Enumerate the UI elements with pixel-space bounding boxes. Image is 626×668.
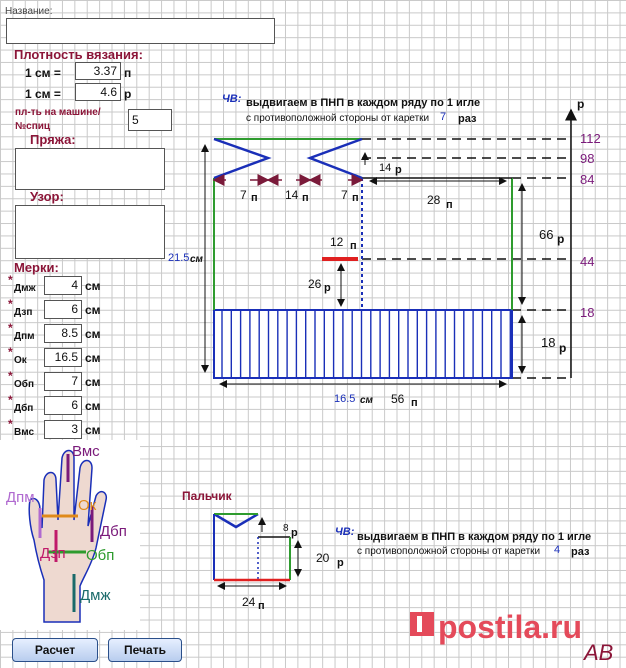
rows-98: 98 — [580, 151, 595, 166]
measure-value-input[interactable]: 3 — [44, 420, 82, 439]
measure-name: Вмс — [14, 427, 35, 438]
finger-row-20: 20 — [316, 551, 330, 565]
finger-note-line2: с противоположной стороны от каретки — [357, 546, 541, 557]
density-stitch-unit: п — [124, 66, 132, 80]
rows-18: 18 — [580, 305, 595, 320]
note-prefix: ЧВ: — [222, 93, 242, 105]
measure-name: Дпм — [14, 331, 35, 342]
st-12: 12 — [330, 235, 344, 249]
star-icon: * — [8, 417, 13, 431]
ok-label: Ок — [78, 497, 97, 514]
obp-label: Обп — [86, 547, 115, 564]
row-14: 14 — [379, 162, 392, 174]
measure-name: Дмж — [14, 283, 36, 294]
note-times-value: 7 — [440, 111, 447, 123]
finger-row-20-unit: р — [337, 557, 344, 569]
measure-unit: см — [85, 351, 101, 365]
star-icon: * — [8, 369, 13, 383]
measure-unit: см — [85, 279, 101, 293]
dpm-label: Дпм — [6, 489, 35, 506]
measures-title: Мерки: — [14, 260, 59, 275]
measure-name: Обп — [14, 379, 34, 390]
yarn-title: Пряжа: — [30, 132, 76, 147]
star-icon: * — [8, 273, 13, 287]
finger-title: Пальчик — [182, 489, 232, 503]
rows-44: 44 — [580, 254, 595, 269]
watermark-site: postila.ru — [438, 609, 583, 645]
density-row-input[interactable]: 4.6 — [75, 83, 121, 101]
st-12-unit: п — [350, 240, 357, 252]
dzp-label: Дзп — [40, 545, 66, 562]
measure-name: Дбп — [14, 403, 34, 414]
measure-value-input[interactable]: 6 — [44, 396, 82, 415]
vms-label: Вмс — [72, 443, 100, 460]
measure-value-input[interactable]: 8.5 — [44, 324, 82, 343]
rows-112: 112 — [580, 131, 601, 146]
st-7a-unit: п — [251, 192, 258, 204]
signature: AB — [584, 640, 614, 665]
calc-button[interactable]: Расчет — [12, 638, 98, 662]
finger-note-line1: выдвигаем в ПНП в каждом ряду по 1 игле — [357, 531, 592, 543]
measure-name: Дзп — [14, 307, 33, 318]
machine-input[interactable]: 5 — [128, 109, 172, 131]
note-line1: выдвигаем в ПНП в каждом ряду по 1 игле — [246, 97, 481, 109]
finger-row-8: 8 — [283, 523, 289, 534]
measure-value-input[interactable]: 16.5 — [44, 348, 82, 367]
rows-axis-label: р — [577, 97, 585, 111]
st-7b: 7 — [341, 188, 348, 202]
star-icon: * — [8, 321, 13, 335]
measure-unit: см — [85, 303, 101, 317]
st-28: 28 — [427, 193, 441, 207]
measure-unit: см — [85, 399, 101, 413]
dbp-label: Дбп — [100, 523, 127, 540]
finger-zigzag — [214, 514, 258, 527]
height-cm: 21.5 — [168, 252, 190, 264]
width-cm-unit: см — [360, 395, 373, 406]
height-cm-unit: см — [190, 254, 203, 265]
row-66: 66 — [539, 227, 554, 242]
width-st-unit: п — [411, 397, 418, 409]
machine-label: пл-ть на машине/ №спиц — [15, 107, 101, 132]
row-18: 18 — [541, 335, 556, 350]
star-icon: * — [8, 393, 13, 407]
name-label: Название: — [5, 6, 53, 17]
measure-value-input[interactable]: 4 — [44, 276, 82, 295]
dmzh-label: Дмж — [80, 587, 111, 604]
st-7a: 7 — [240, 188, 247, 202]
finger-note-prefix: ЧВ: — [335, 526, 355, 538]
st-14: 14 — [285, 188, 299, 202]
density-title: Плотность вязания: — [14, 47, 143, 62]
finger-note-times-unit: раз — [571, 546, 590, 558]
density-row-unit: р — [124, 87, 132, 101]
finger-note-times-value: 4 — [554, 544, 561, 556]
note-line2: с противоположной стороны от каретки — [246, 113, 430, 124]
width-cm: 16.5 — [334, 393, 356, 405]
st-28-unit: п — [446, 199, 453, 211]
density-stitch-input[interactable]: 3.37 — [75, 62, 121, 80]
measure-value-input[interactable]: 7 — [44, 372, 82, 391]
right-zigzag — [310, 139, 362, 178]
row-26-unit: р — [324, 282, 331, 294]
st-7b-unit: п — [352, 192, 359, 204]
measure-unit: см — [85, 327, 101, 341]
st-14-unit: п — [302, 192, 309, 204]
row-66-unit: р — [557, 232, 565, 246]
row-14-unit: р — [395, 164, 402, 176]
star-icon: * — [8, 345, 13, 359]
note-times-unit: раз — [458, 113, 477, 125]
width-st: 56 — [391, 392, 405, 406]
density-row-label: 1 см = — [25, 87, 61, 101]
measure-value-input[interactable]: 6 — [44, 300, 82, 319]
pattern-title: Узор: — [30, 189, 64, 204]
measure-unit: см — [85, 423, 101, 437]
star-icon: * — [8, 297, 13, 311]
left-zigzag — [214, 139, 268, 178]
rows-84: 84 — [580, 172, 595, 187]
postila-logo-mark — [417, 616, 422, 632]
density-stitch-label: 1 см = — [25, 66, 61, 80]
finger-st-24: 24 — [242, 595, 256, 609]
measure-name: Ок — [14, 355, 27, 366]
measure-unit: см — [85, 375, 101, 389]
row-18-unit: р — [559, 341, 567, 355]
row-26: 26 — [308, 277, 322, 291]
finger-row-8-unit: р — [291, 527, 298, 539]
finger-st-24-unit: п — [258, 600, 265, 612]
print-button[interactable]: Печать — [108, 638, 182, 662]
